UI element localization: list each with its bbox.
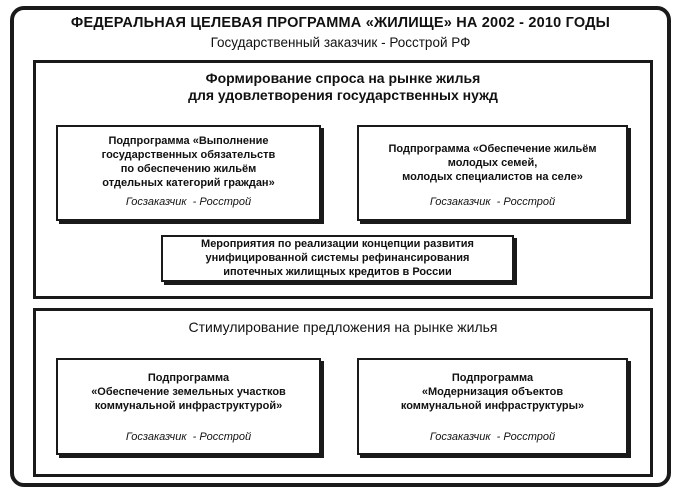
subprogram-utility-modernization-client: Госзаказчик - Росстрой [429,431,556,443]
program-frame [10,6,671,487]
subprogram-young-families-text: Подпрограмма «Обеспечение жильём молодых семей, молодых специалистов на селе» [388,143,597,183]
subprogram-utility-modernization-text: Подпрограмма «Модернизация объектов коммунальной инфраструктуры» [400,372,585,412]
subprogram-state-obligations-text: Подпрограмма «Выполнение государственных обязательств по обеспечению жильём отдельных категорий граждан» [101,135,276,189]
supply-section [33,308,653,477]
supply-section-heading: Стимулирование предложения на рынке жилья [188,319,498,335]
subprogram-state-obligations-box [56,125,321,221]
subprogram-land-plots-client: Госзаказчик - Росстрой [125,431,252,443]
subprogram-utility-modernization-box [357,358,628,455]
subprogram-land-plots-text: Подпрограмма «Обеспечение земельных участков коммунальной инфраструктурой» [91,372,286,412]
subprogram-land-plots-box [56,358,321,455]
subprogram-state-obligations-client: Госзаказчик - Росстрой [125,196,252,208]
demand-section-heading: Формирование спроса на рынке жилья для удовлетворения государственных нужд [188,70,498,103]
program-customer: Государственный заказчик - Росстрой РФ [210,35,471,50]
mortgage-measures-box [161,235,514,282]
mortgage-measures-text: Мероприятия по реализации концепции развития унифицированной системы рефинансирования ипотечных жилищных кредитов в России [201,238,474,278]
program-title: ФЕДЕРАЛЬНАЯ ЦЕЛЕВАЯ ПРОГРАММА «ЖИЛИЩЕ» НА 2002 - 2010 ГОДЫ [70,15,611,31]
demand-section [33,60,653,299]
subprogram-young-families-client: Госзаказчик - Росстрой [429,196,556,208]
subprogram-young-families-box [357,125,628,221]
